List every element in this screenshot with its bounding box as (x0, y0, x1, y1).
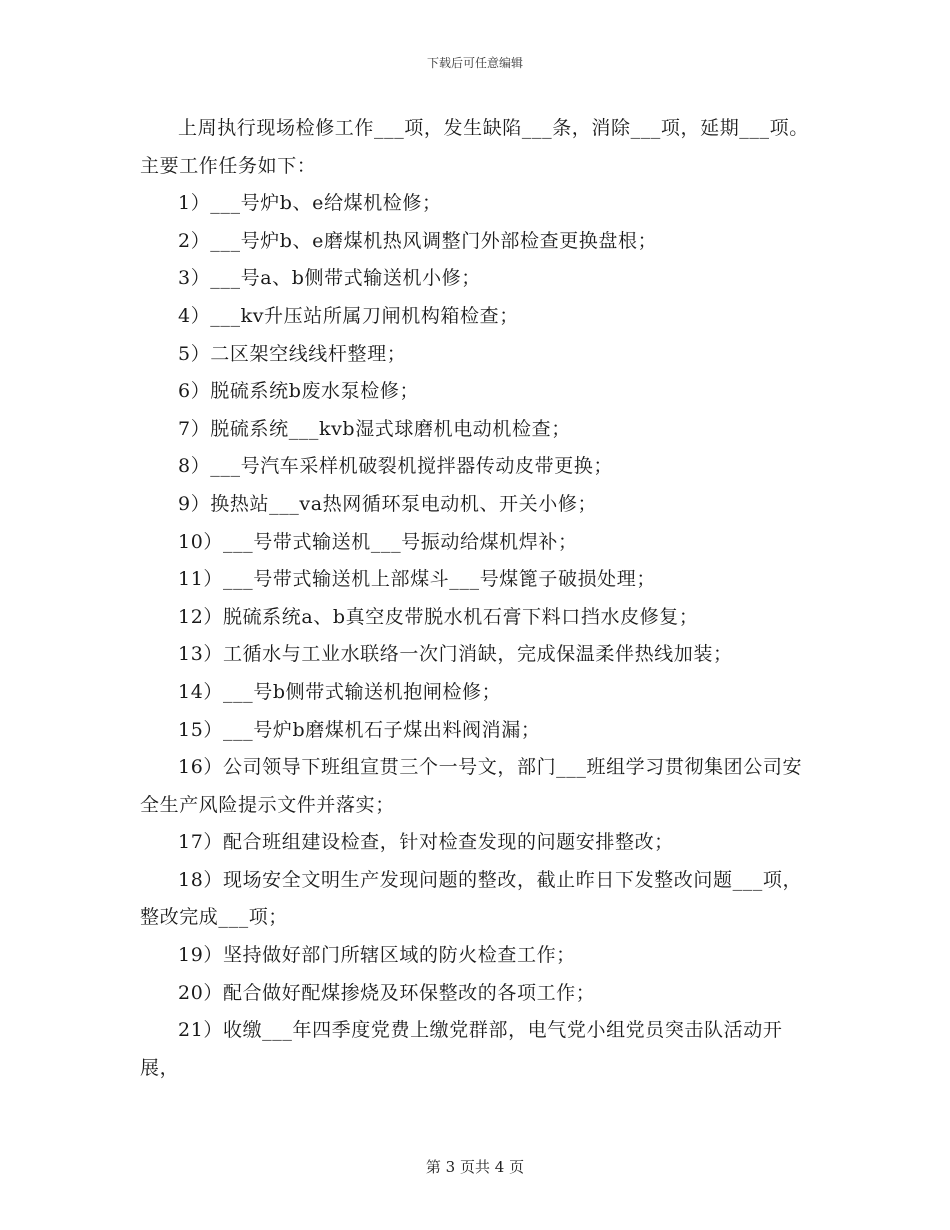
list-item: 2）___号炉b、e磨煤机热风调整门外部检查更换盘根； (178, 229, 658, 252)
list-item: 16）公司领导下班组宣贯三个一号文，部门___班组学习贯彻集团公司安全生产风险提示文件并落实； (140, 756, 803, 816)
list-item: 6）脱硫系统b废水泵检修； (178, 380, 420, 403)
list-item: 7）脱硫系统___kvb湿式球磨机电动机检查； (178, 417, 571, 440)
list-item: 3）___号a、b侧带式输送机小修； (178, 267, 481, 290)
intro-paragraph: 上周执行现场检修工作___项，发生缺陷___条，消除___项，延期___项。主要工作任务如下： (140, 117, 809, 177)
list-item: 10）___号带式输送机___号振动给煤机焊补； (178, 530, 578, 553)
list-item: 11）___号带式输送机上部煤斗___号煤篦子破损处理； (178, 568, 656, 591)
document-body (140, 110, 812, 1087)
list-item: 4）___kv升压站所属刀闸机构箱检查； (178, 304, 519, 327)
list-item: 21）收缴___年四季度党费上缴党群部，电气党小组党员突击队活动开展， (140, 1019, 783, 1079)
list-item: 13）工循水与工业水联络一次门消缺，完成保温柔伴热线加装； (178, 643, 733, 666)
list-item: 19）坚持做好部门所辖区域的防火检查工作； (178, 944, 576, 967)
list-item: 9）换热站___va热网循环泵电动机、开关小修； (178, 492, 598, 515)
list-item: 14）___号b侧带式输送机抱闸检修； (178, 680, 502, 703)
list-item: 5）二区架空线线杆整理； (178, 342, 407, 365)
list-item: 8）___号汽车采样机破裂机搅拌器传动皮带更换； (178, 455, 613, 478)
list-item: 17）配合班组建设检查，针对检查发现的问题安排整改； (178, 831, 674, 854)
page-header-note: 下载后可任意编辑 (426, 56, 523, 70)
page-number: 第 3 页共 4 页 (425, 1158, 525, 1176)
list-item: 18）现场安全文明生产发现问题的整改，截止昨日下发整改问题___项，整改完成___项； (140, 868, 803, 929)
list-item: 20）配合做好配煤掺烧及环保整改的各项工作； (178, 981, 596, 1004)
list-item: 15）___号炉b磨煤机石子煤出料阀消漏； (178, 718, 541, 741)
list-item: 12）脱硫系统a、b真空皮带脱水机石膏下料口挡水皮修复； (178, 605, 699, 628)
list-item: 1）___号炉b、e给煤机检修； (178, 192, 442, 215)
